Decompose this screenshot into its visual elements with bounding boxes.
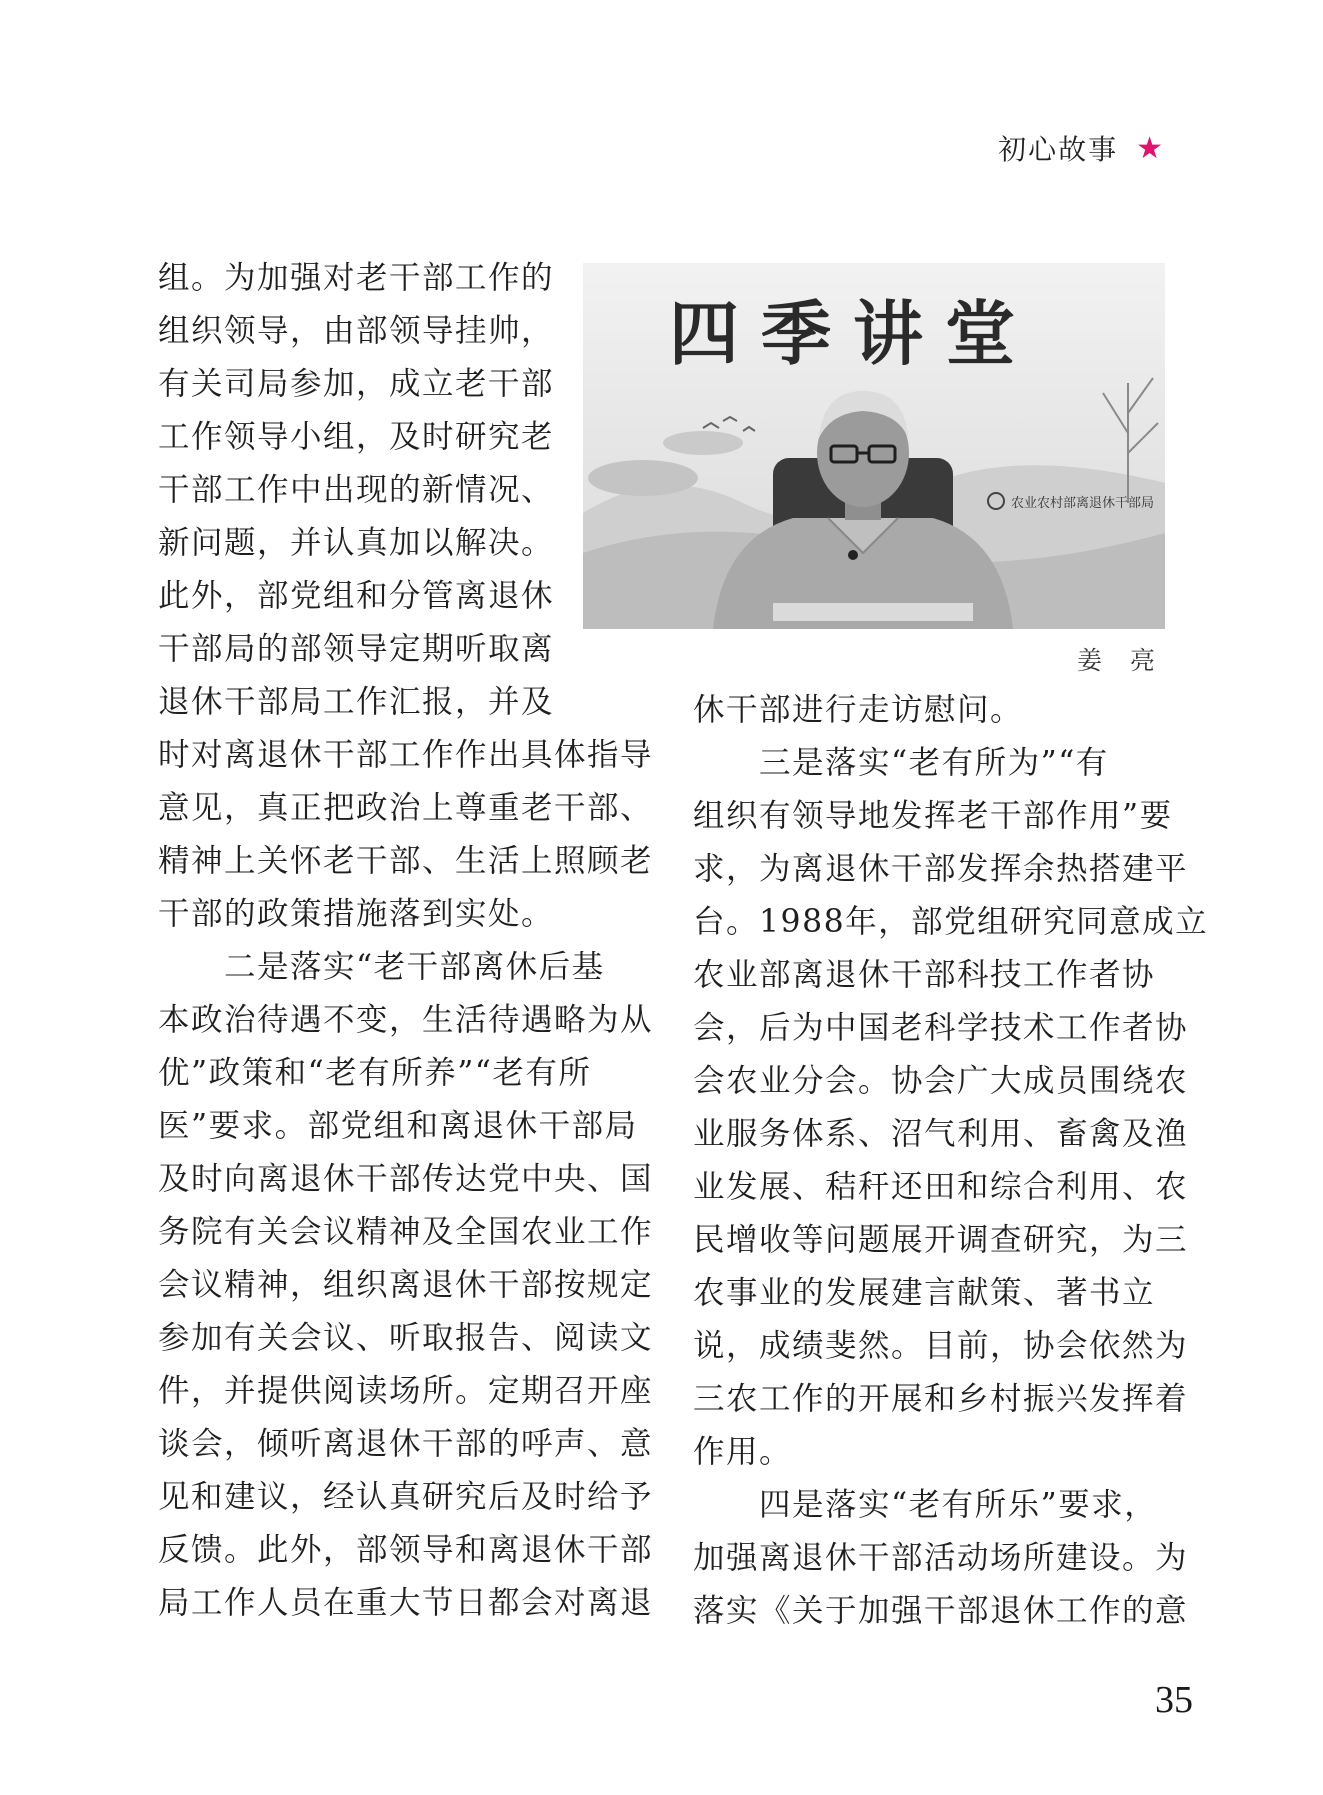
right-line-5: 台。1988年，部党组研究同意成立 xyxy=(693,904,1209,940)
section-title: 初心故事 xyxy=(998,133,1119,166)
right-line-11: 民增收等问题展开调查研究，为三 xyxy=(693,1222,1189,1258)
right-line-8: 会农业分会。协会广大成员围绕农 xyxy=(693,1063,1189,1099)
right-line-6: 农业部离退休干部科技工作者协 xyxy=(693,957,1156,993)
left-line-7: 此外，部党组和分管离退休 xyxy=(158,578,555,614)
left-line-15: 本政治待遇不变，生活待遇略为从 xyxy=(158,1002,654,1038)
right-line-12: 农事业的发展建言献策、著书立 xyxy=(693,1275,1156,1311)
left-line-21: 参加有关会议、听取报告、阅读文 xyxy=(158,1320,654,1356)
left-line-22: 件，并提供阅读场所。定期召开座 xyxy=(158,1373,654,1409)
right-line-9: 业服务体系、沼气利用、畜禽及渔 xyxy=(693,1116,1189,1152)
left-line-1: 组。为加强对老干部工作的 xyxy=(158,260,555,296)
right-line-17: 加强离退休干部活动场所建设。为 xyxy=(693,1540,1189,1576)
right-line-10: 业发展、秸秆还田和综合利用、农 xyxy=(693,1169,1189,1205)
left-line-5: 干部工作中出现的新情况、 xyxy=(158,472,555,508)
right-line-1: 休干部进行走访慰问。 xyxy=(693,692,1024,728)
left-line-12: 精神上关怀老干部、生活上照顾老 xyxy=(158,843,654,879)
left-line-14: 二是落实“老干部离休后基 xyxy=(158,949,605,985)
left-line-24: 见和建议，经认真研究后及时给予 xyxy=(158,1479,654,1515)
left-line-10: 时对离退休干部工作作出具体指导 xyxy=(158,737,654,773)
left-line-18: 及时向离退休干部传达党中央、国 xyxy=(158,1161,654,1197)
page-number: 35 xyxy=(1155,1679,1193,1721)
photo-caption: 姜 亮 xyxy=(1077,646,1165,675)
left-line-16: 优”政策和“老有所养”“老有所 xyxy=(158,1055,592,1091)
left-line-8: 干部局的部领导定期听取离 xyxy=(158,631,555,667)
right-line-18: 落实《关于加强干部退休工作的意 xyxy=(693,1593,1189,1629)
organization-logo-text: 农业农村部离退休干部局 xyxy=(1011,496,1155,511)
left-line-4: 工作领导小组，及时研究老 xyxy=(158,419,555,455)
left-line-20: 会议精神，组织离退休干部按规定 xyxy=(158,1267,654,1303)
left-line-19: 务院有关会议精神及全国农业工作 xyxy=(158,1214,654,1250)
star-icon: ★ xyxy=(1136,130,1165,166)
left-line-9: 退休干部局工作汇报，并及 xyxy=(158,684,555,720)
banner-calligraphy: 四季讲堂 xyxy=(669,292,1037,375)
left-line-23: 谈会，倾听离退休干部的呼声、意 xyxy=(158,1426,654,1462)
left-line-25: 反馈。此外，部领导和离退休干部 xyxy=(158,1532,654,1568)
left-line-11: 意见，真正把政治上尊重老干部、 xyxy=(158,790,654,826)
left-line-6: 新问题，并认真加以解决。 xyxy=(158,525,555,561)
speaker-photo xyxy=(583,263,1165,629)
right-line-15: 作用。 xyxy=(693,1434,793,1470)
running-header xyxy=(998,128,1165,168)
left-line-26: 局工作人员在重大节日都会对离退 xyxy=(158,1585,654,1621)
left-line-3: 有关司局参加，成立老干部 xyxy=(158,366,555,402)
right-line-14: 三农工作的开展和乡村振兴发挥着 xyxy=(693,1381,1189,1417)
right-line-4: 求，为离退休干部发挥余热搭建平 xyxy=(693,851,1189,887)
right-line-2: 三是落实“老有所为”“有 xyxy=(693,745,1109,781)
left-line-2: 组织领导，由部领导挂帅， xyxy=(158,313,555,349)
right-line-3: 组织有领导地发挥老干部作用”要 xyxy=(693,798,1173,834)
photo-illustration xyxy=(583,263,1165,629)
left-line-13: 干部的政策措施落到实处。 xyxy=(158,896,555,932)
left-line-17: 医”要求。部党组和离退休干部局 xyxy=(158,1108,638,1144)
right-line-16: 四是落实“老有所乐”要求， xyxy=(693,1487,1158,1523)
right-line-7: 会，后为中国老科学技术工作者协 xyxy=(693,1010,1189,1046)
right-line-13: 说，成绩斐然。目前，协会依然为 xyxy=(693,1328,1189,1364)
